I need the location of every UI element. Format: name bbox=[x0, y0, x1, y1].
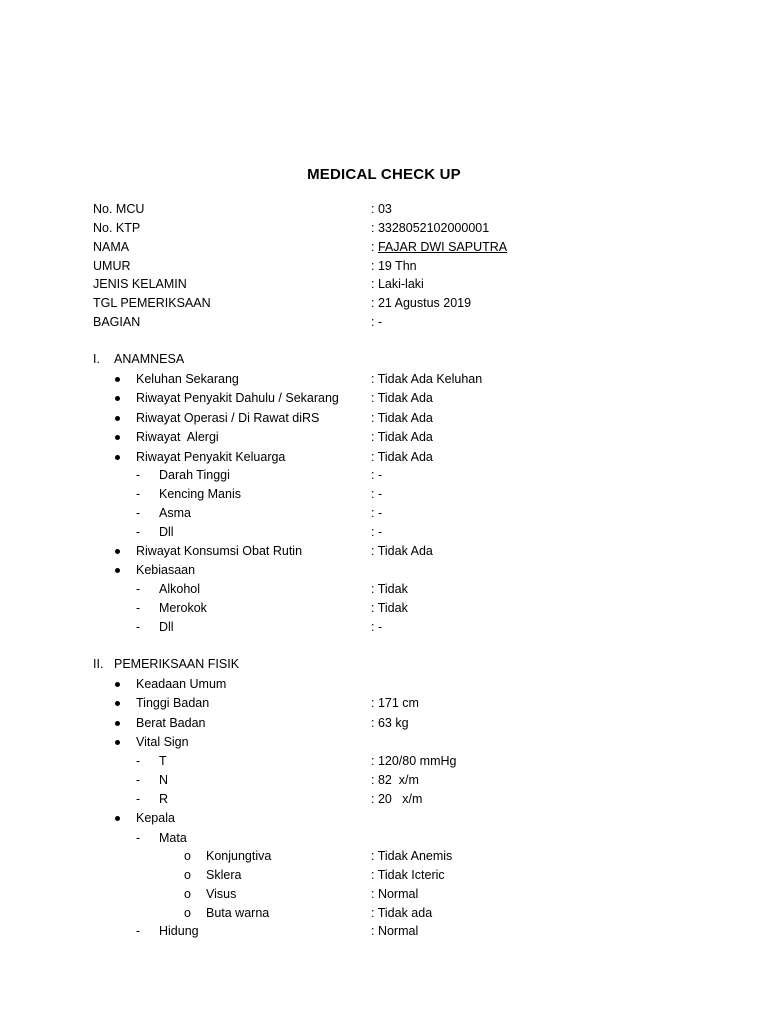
identity-row bbox=[93, 238, 693, 256]
dash-marker: - bbox=[136, 924, 141, 938]
sub-list-item bbox=[0, 599, 700, 617]
item-value: : - bbox=[371, 525, 383, 539]
item-value: : Tidak bbox=[371, 582, 408, 596]
sub-list-item bbox=[0, 580, 700, 598]
bullet-icon bbox=[115, 435, 120, 440]
bullet-icon bbox=[115, 568, 120, 573]
dash-marker: - bbox=[136, 754, 141, 768]
item-label: Darah Tinggi bbox=[159, 468, 230, 482]
section-title: ANAMNESA bbox=[114, 352, 185, 366]
bullet-icon bbox=[115, 455, 120, 460]
item-label: Merokok bbox=[159, 601, 207, 615]
list-item bbox=[0, 448, 700, 466]
item-label: T bbox=[159, 754, 167, 768]
bullet-icon bbox=[115, 396, 120, 401]
item-label: Dll bbox=[159, 620, 174, 634]
item-label: R bbox=[159, 792, 169, 806]
dash-marker: - bbox=[136, 831, 141, 845]
item-value: : Tidak Anemis bbox=[371, 849, 453, 863]
item-label: Tinggi Badan bbox=[136, 696, 210, 710]
item-value: : Tidak Ada bbox=[371, 450, 433, 464]
item-value: : 63 kg bbox=[371, 716, 409, 730]
identity-row bbox=[93, 257, 693, 275]
list-item bbox=[0, 428, 700, 446]
patient-name: FAJAR DWI SAPUTRA bbox=[377, 240, 508, 254]
page-title: MEDICAL CHECK UP bbox=[307, 166, 461, 183]
sub-list-item bbox=[0, 922, 700, 940]
item-value: : Tidak Ada bbox=[371, 411, 433, 425]
section-heading-anamnesa bbox=[93, 350, 693, 368]
sub-list-item bbox=[0, 485, 700, 503]
circle-marker: o bbox=[184, 887, 191, 901]
bullet-icon bbox=[115, 721, 120, 726]
item-value: : Tidak Ada bbox=[371, 544, 433, 558]
item-label: Riwayat Penyakit Dahulu / Sekarang bbox=[136, 391, 339, 405]
identity-row bbox=[93, 219, 693, 237]
item-label: Konjungtiva bbox=[206, 849, 272, 863]
list-item bbox=[0, 370, 700, 388]
item-label: Kepala bbox=[136, 811, 175, 825]
circle-marker: o bbox=[184, 849, 191, 863]
item-label: Sklera bbox=[206, 868, 242, 882]
sub-list-item bbox=[0, 466, 700, 484]
item-value: : Tidak bbox=[371, 601, 408, 615]
item-value: : Tidak Ada Keluhan bbox=[371, 372, 483, 386]
item-label: Vital Sign bbox=[136, 735, 189, 749]
bullet-icon bbox=[115, 377, 120, 382]
item-value: : Tidak ada bbox=[371, 906, 433, 920]
circle-marker: o bbox=[184, 868, 191, 882]
sub-list-item bbox=[0, 504, 700, 522]
bullet-icon bbox=[115, 701, 120, 706]
dash-marker: - bbox=[136, 792, 141, 806]
item-label: Riwayat Penyakit Keluarga bbox=[136, 450, 286, 464]
sub-list-item bbox=[0, 618, 700, 636]
item-value: : Tidak Icteric bbox=[371, 868, 445, 882]
field-label: TGL PEMERIKSAAN bbox=[93, 296, 211, 310]
list-item bbox=[0, 809, 700, 827]
item-value: : Normal bbox=[371, 887, 419, 901]
item-value: : Normal bbox=[371, 924, 419, 938]
field-value: : 3328052102000001 bbox=[371, 221, 490, 235]
identity-row bbox=[93, 313, 693, 331]
identity-row bbox=[93, 275, 693, 293]
item-label: Keadaan Umum bbox=[136, 677, 227, 691]
field-label: No. KTP bbox=[93, 221, 141, 235]
sub-list-item bbox=[0, 829, 700, 847]
item-value: : 120/80 mmHg bbox=[371, 754, 457, 768]
bullet-icon bbox=[115, 549, 120, 554]
section-number: I. bbox=[93, 352, 100, 366]
sub-sub-list-item bbox=[0, 847, 700, 865]
circle-marker: o bbox=[184, 906, 191, 920]
field-label: UMUR bbox=[93, 259, 131, 273]
list-item bbox=[0, 389, 700, 407]
field-value: : 03 bbox=[371, 202, 392, 216]
bullet-icon bbox=[115, 816, 120, 821]
field-label: JENIS KELAMIN bbox=[93, 277, 187, 291]
dash-marker: - bbox=[136, 601, 141, 615]
item-value: : 82 x/m bbox=[371, 773, 419, 787]
list-item bbox=[0, 733, 700, 751]
item-label: N bbox=[159, 773, 169, 787]
item-label: Dll bbox=[159, 525, 174, 539]
item-label: Mata bbox=[159, 831, 187, 845]
field-value: : 21 Agustus 2019 bbox=[371, 296, 472, 310]
item-value: : Tidak Ada bbox=[371, 430, 433, 444]
item-label: Alkohol bbox=[159, 582, 200, 596]
bullet-icon bbox=[115, 682, 120, 687]
dash-marker: - bbox=[136, 525, 141, 539]
section-heading-pemeriksaan-fisik bbox=[93, 655, 693, 673]
list-item bbox=[0, 714, 700, 732]
list-item bbox=[0, 675, 700, 693]
field-value bbox=[371, 238, 507, 256]
item-label: Berat Badan bbox=[136, 716, 206, 730]
sub-sub-list-item bbox=[0, 885, 700, 903]
section-title: PEMERIKSAAN FISIK bbox=[114, 657, 240, 671]
section-number: II. bbox=[93, 657, 104, 671]
field-value: : - bbox=[371, 315, 383, 329]
field-value: : Laki-laki bbox=[371, 277, 424, 291]
item-label: Keluhan Sekarang bbox=[136, 372, 239, 386]
dash-marker: - bbox=[136, 487, 141, 501]
field-label: NAMA bbox=[93, 240, 130, 254]
sub-list-item bbox=[0, 523, 700, 541]
item-label: Asma bbox=[159, 506, 191, 520]
sub-sub-list-item bbox=[0, 904, 700, 922]
dash-marker: - bbox=[136, 773, 141, 787]
sub-list-item bbox=[0, 752, 700, 770]
item-label: Riwayat Alergi bbox=[136, 430, 219, 444]
dash-marker: - bbox=[136, 620, 141, 634]
item-value: : 20 x/m bbox=[371, 792, 423, 806]
item-label: Riwayat Operasi / Di Rawat diRS bbox=[136, 411, 320, 425]
list-item bbox=[0, 694, 700, 712]
dash-marker: - bbox=[136, 582, 141, 596]
sub-list-item bbox=[0, 790, 700, 808]
field-value: : 19 Thn bbox=[371, 259, 417, 273]
item-label: Hidung bbox=[159, 924, 199, 938]
item-value: : - bbox=[371, 487, 383, 501]
item-label: Buta warna bbox=[206, 906, 270, 920]
item-value: : - bbox=[371, 468, 383, 482]
list-item bbox=[0, 561, 700, 579]
field-label: No. MCU bbox=[93, 202, 145, 216]
identity-row bbox=[93, 294, 693, 312]
item-value: : 171 cm bbox=[371, 696, 419, 710]
identity-row bbox=[93, 200, 693, 218]
item-value: : - bbox=[371, 506, 383, 520]
list-item bbox=[0, 409, 700, 427]
value-prefix: : bbox=[371, 240, 378, 254]
dash-marker: - bbox=[136, 468, 141, 482]
dash-marker: - bbox=[136, 506, 141, 520]
sub-sub-list-item bbox=[0, 866, 700, 884]
item-label: Riwayat Konsumsi Obat Rutin bbox=[136, 544, 303, 558]
field-label: BAGIAN bbox=[93, 315, 141, 329]
item-label: Kencing Manis bbox=[159, 487, 241, 501]
bullet-icon bbox=[115, 740, 120, 745]
item-value: : - bbox=[371, 620, 383, 634]
item-label: Visus bbox=[206, 887, 237, 901]
bullet-icon bbox=[115, 416, 120, 421]
list-item bbox=[0, 542, 700, 560]
sub-list-item bbox=[0, 771, 700, 789]
item-label: Kebiasaan bbox=[136, 563, 196, 577]
item-value: : Tidak Ada bbox=[371, 391, 433, 405]
